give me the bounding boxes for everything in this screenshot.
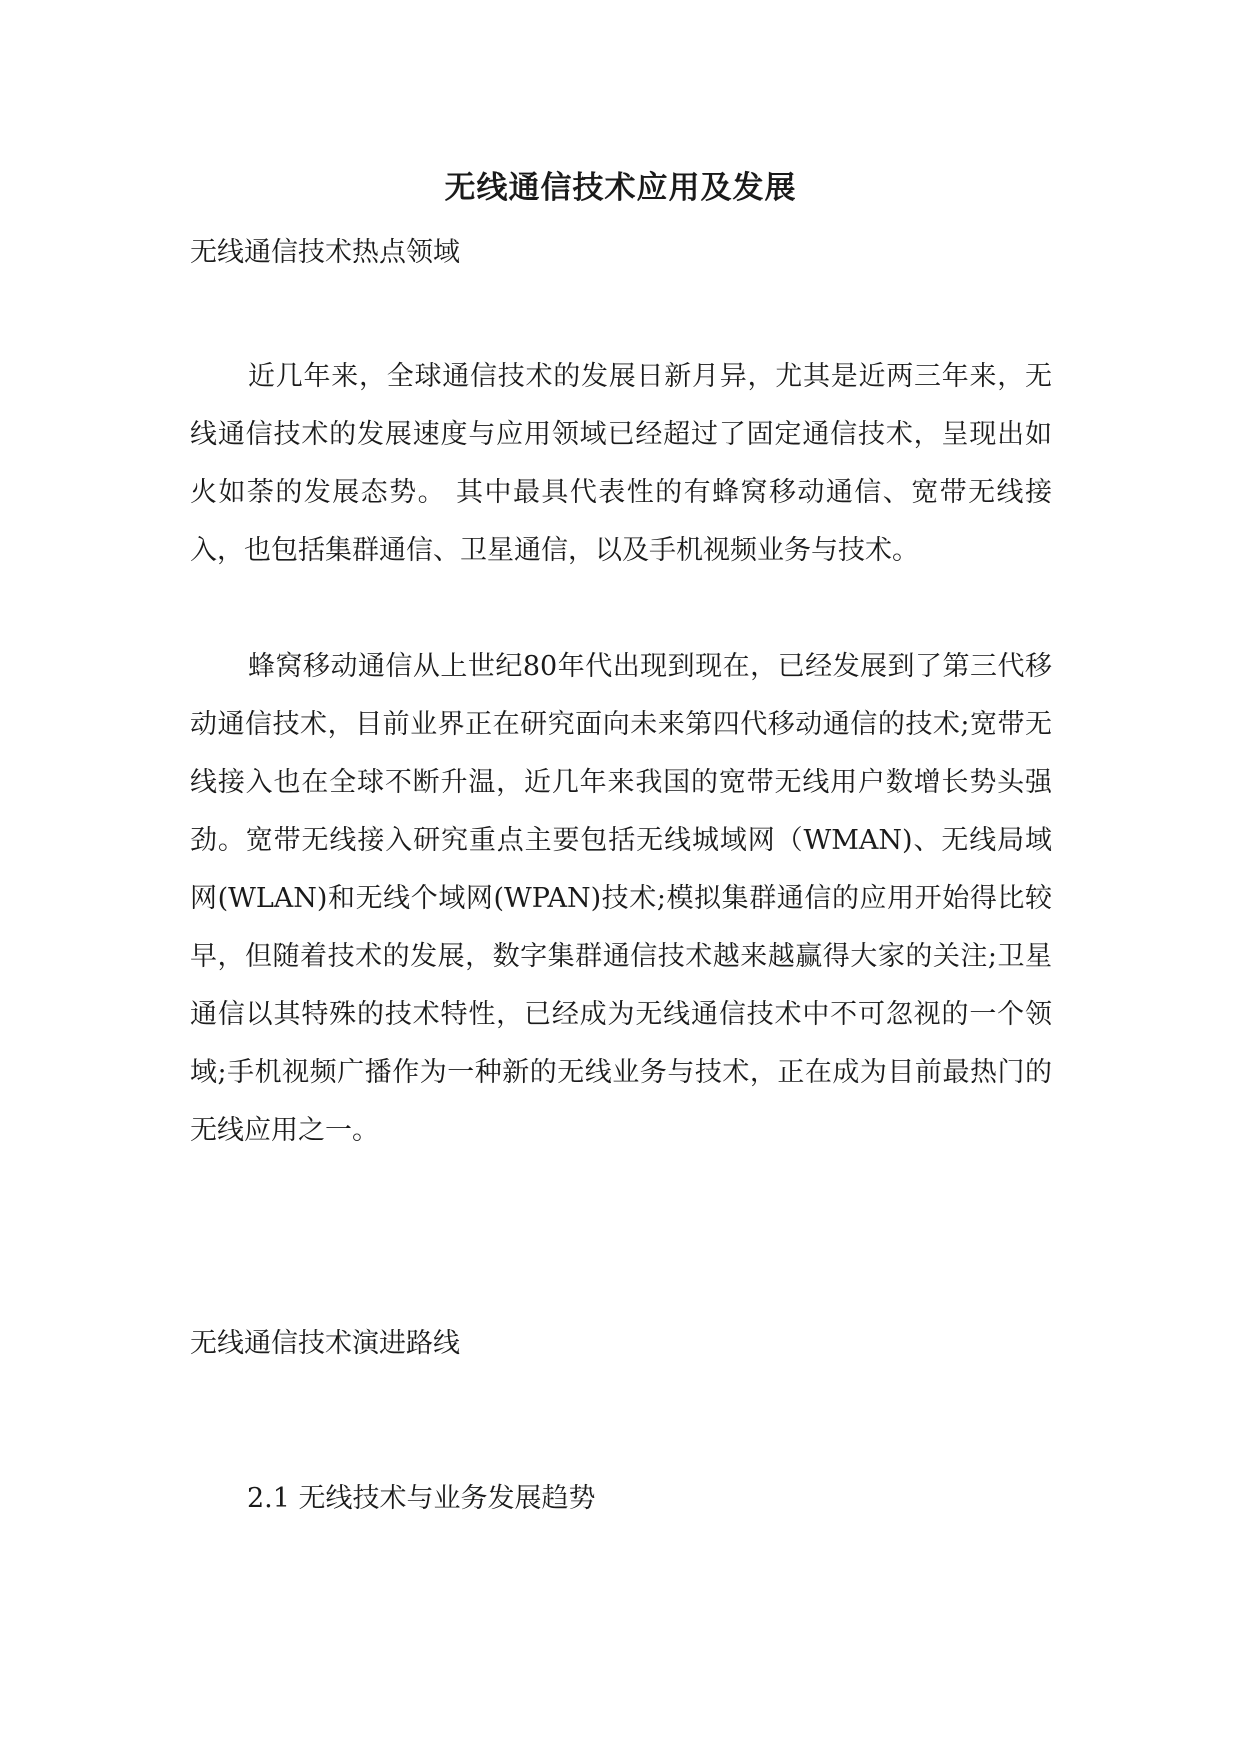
section-heading-evolution: 无线通信技术演进路线: [190, 1328, 460, 1359]
paragraph-overview: 近几年来，全球通信技术的发展日新月异，尤其是近两三年来，无线通信技术的发展速度与应用领域已经超过了固定通信技术，呈现出如火如荼的发展态势。 其中最具代表性的有蜂窝移动通信、宽带无线接入，也包括集群通信、卫星通信，以及手机视频业务与技术。: [190, 361, 1052, 566]
section-heading-hotspots: 无线通信技术热点领域: [190, 237, 460, 268]
paragraph-technologies: 蜂窝移动通信从上世纪80年代出现到现在，已经发展到了第三代移动通信技术，目前业界正在研究面向未来第四代移动通信的技术;宽带无线接入也在全球不断升温，近几年来我国的宽带无线用户数增长势头强劲。宽带无线接入研究重点主要包括无线城域网（WMAN)、无线局域网(WLAN)和无线个域网(WPAN)技术;模拟集群通信的应用开始得比较早，但随着技术的发展，数字集群通信技术越来越赢得大家的关注;卫星通信以其特殊的技术特性，已经成为无线通信技术中不可忽视的一个领域;手机视频广播作为一种新的无线业务与技术，正在成为目前最热门的无线应用之一。: [190, 651, 1052, 1146]
subsection-heading-trends: 2.1 无线技术与业务发展趋势: [247, 1483, 596, 1514]
document-title: 无线通信技术应用及发展: [444, 170, 797, 206]
